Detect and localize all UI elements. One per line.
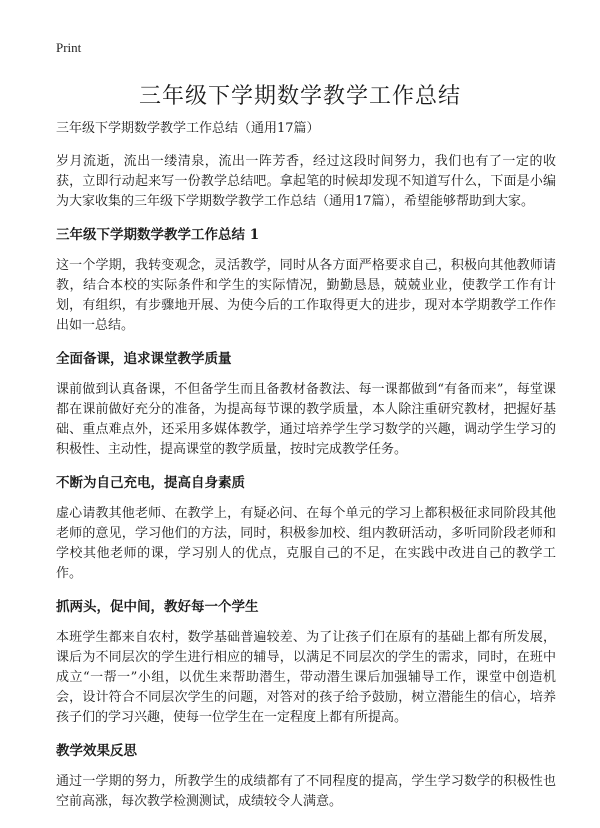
section-heading: 抓两头，促中间，教好每一个学生 bbox=[56, 599, 259, 615]
section-paragraph: 这一个学期，我转变观念，灵活教学，同时从各方面严格要求自己，积极向其他教师请教，结合本校的实际条件和学生的实际情况，勤勤恳恳，兢兢业业，使教学工作有计划，有组织，有步骤地开展、为使今后的工作取得更大的进步，现对本学期教学工作作出如一总结。 bbox=[56, 258, 556, 333]
section-heading: 教学效果反思 bbox=[56, 743, 137, 759]
section-paragraph: 通过一学期的努力，所教学生的成绩都有了不同程度的提高，学生学习数学的积极性也空前高涨，每次教学检测测试，成绩较令人满意。 bbox=[56, 774, 556, 809]
section-paragraph: 虚心请教其他老师、在教学上，有疑必问、在每个单元的学习上都积极征求同阶段其他老师的意见，学习他们的方法，同时，积极参加校、组内教研活动，多听同阶段老师和学校其他老师的课，学习别人的优点，克服自己的不足，在实践中改进自己的教学工作。 bbox=[56, 506, 556, 581]
print-link[interactable]: Print bbox=[56, 40, 82, 55]
intro-paragraph: 岁月流逝，流出一缕清泉，流出一阵芳香，经过这段时间努力，我们也有了一定的收获，立即行动起来写一份教学总结吧。拿起笔的时候却发现不知道写什么，下面是小编为大家收集的三年级下学期数学教学工作总结（通用17篇），希望能够帮助到大家。 bbox=[56, 154, 556, 209]
page-title: 三年级下学期数学教学工作总结 bbox=[138, 84, 461, 109]
section-heading: 全面备课，追求课堂教学质量 bbox=[56, 351, 232, 367]
article-body bbox=[56, 120, 556, 826]
section-paragraph: 课前做到认真备课，不但备学生而且备教材备教法、每一课都做到“有备而来”，每堂课都在课前做好充分的准备，为提高每节课的教学质量，本人除注重研究教材，把握好基础、重点难点外，还采用多媒体教学，通过培养学生学习数学的兴趣，调动学生学习的积极性、主动性，提高课堂的教学质量，按时完成教学任务。 bbox=[56, 382, 556, 457]
section-heading: 三年级下学期数学教学工作总结 1 bbox=[56, 227, 260, 243]
section-heading: 不断为自己充电，提高自身素质 bbox=[56, 475, 245, 491]
section-paragraph: 本班学生都来自农村，数学基础普遍较差、为了让孩子们在原有的基础上都有所发展，课后为不同层次的学生进行相应的辅导，以满足不同层次的学生的需求，同时，在班中成立“一帮一”小组，以优生来帮助潜生，带动潜生课后加强辅导工作，课堂中创造机会，设计符合不同层次学生的问题，对答对的孩子给予鼓励，树立潜能生的信心，培养孩子们的学习兴趣，使每一位学生在一定程度上都有所提高。 bbox=[56, 630, 556, 725]
article-subtitle: 三年级下学期数学教学工作总结（通用17篇） bbox=[56, 121, 320, 136]
